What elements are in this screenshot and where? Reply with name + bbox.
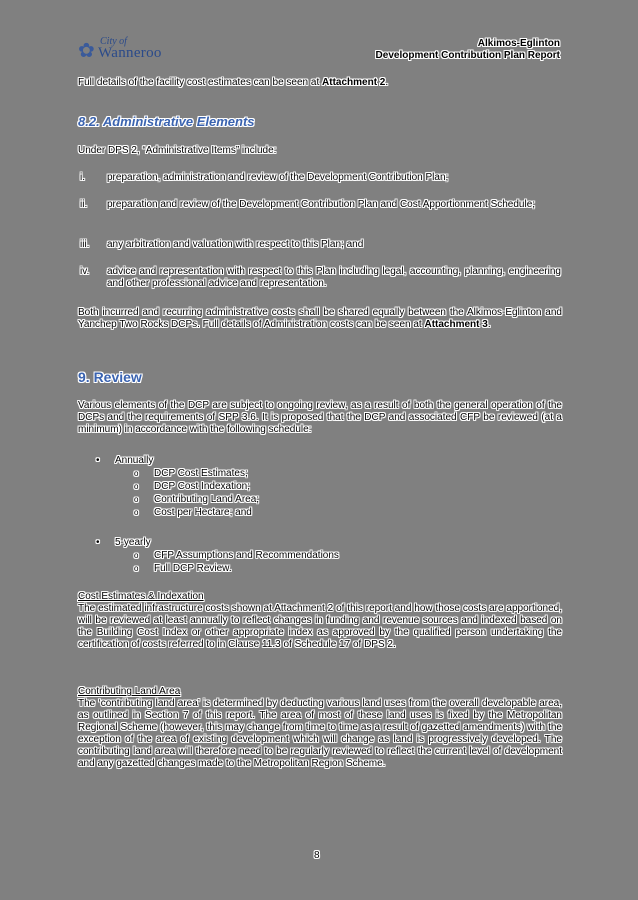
attachment-ref: Attachment 2 bbox=[322, 77, 386, 88]
subsection-title: Cost Estimates & Indexation bbox=[78, 591, 204, 602]
intro-paragraph: Full details of the facility cost estimates can be seen at Attachment 2. bbox=[78, 77, 389, 88]
circle-bullet-icon: o bbox=[134, 508, 139, 517]
attachment-ref: Attachment 3 bbox=[424, 319, 488, 330]
review-intro-paragraph: Various elements of the DCP are subject to ongoing review, as a result of both the general operation of the DCPs and the requirements of SPP 3.6. It is proposed that the DCP and associated CFP be reviewed (at a minimum) in accordance with the following schedule: bbox=[78, 400, 562, 435]
circle-bullet-icon: o bbox=[134, 482, 139, 491]
logo-line2: Wanneroo bbox=[98, 45, 162, 61]
schedule-item: o Contributing Land Area; bbox=[134, 494, 260, 505]
section-heading-9: 9. Review bbox=[78, 369, 142, 385]
page-number: 8 bbox=[314, 850, 320, 861]
list-item: preparation and review of the Development Contribution Plan and Cost Apportionment Schedule; bbox=[107, 199, 536, 210]
schedule-item: o CFP Assumptions and Recommendations bbox=[134, 550, 339, 561]
schedule-item: o DCP Cost Indexation; bbox=[134, 481, 250, 492]
circle-bullet-icon: o bbox=[134, 469, 139, 478]
circle-bullet-icon: o bbox=[134, 564, 139, 573]
section-heading-8-2: 8.2. Administrative Elements bbox=[78, 114, 255, 129]
wanneroo-logo-icon: ✿ bbox=[78, 40, 95, 62]
subsection-paragraph: The estimated infrastructure costs shown at Attachment 2 of this report and how those costs are apportioned, will be reviewed at least annually to reflect changes in funding and revenue sources and indexed based on the Building Cost Index or other appropriate index as approved by the qualified person undertaking the certification of costs referred to in Clause 11.3 of Schedule 17 of DPS 2. bbox=[78, 603, 562, 650]
item-number: ii. bbox=[80, 199, 88, 210]
header-title-line2: Development Contribution Plan Report bbox=[375, 50, 560, 61]
schedule-item: o DCP Cost Estimates; bbox=[134, 468, 248, 479]
item-number: i. bbox=[80, 172, 85, 183]
bullet-icon: • bbox=[96, 455, 100, 466]
schedule-label: 5-yearly bbox=[115, 537, 151, 548]
schedule-label: Annually bbox=[115, 455, 154, 466]
list-item: any arbitration and valuation with respect to this Plan; and bbox=[107, 239, 364, 250]
subsection-paragraph: The ‘contributing land area’ is determined by deducting various land uses from the overall developable area, as outlined in Section 7 of this report. The area of most of these land uses is fixed by the Metropolitan Regional Scheme (however, this may change from time to time as a result of gazetted amendments) with the exception of the area of existing development which will change as land is progressively developed. The contributing land area will therefore need to be regularly reviewed to reflect the current level of development and any gazetted changes made to the Metropolitan Region Scheme. bbox=[78, 698, 562, 769]
circle-bullet-icon: o bbox=[134, 551, 139, 560]
circle-bullet-icon: o bbox=[134, 495, 139, 504]
bullet-icon: • bbox=[96, 537, 100, 548]
item-number: iv. bbox=[80, 266, 90, 277]
subsection-title: Contributing Land Area bbox=[78, 686, 181, 697]
section-lead: Under DPS 2, “Administrative Items” include: bbox=[78, 145, 277, 156]
administrative-costs-paragraph: Both incurred and recurring administrative costs shall be shared equally between the Alkimos-Eglinton and Yanchep Two Rocks DCPs. Full details of Administration costs can be seen at Attachment 3. bbox=[78, 307, 562, 330]
list-item: advice and representation with respect to this Plan including legal, accounting, planning, engineering and other professional advice and representation. bbox=[107, 266, 561, 289]
schedule-item: o Cost per Hectare; and bbox=[134, 507, 252, 518]
list-item: preparation, administration and review of the Development Contribution Plan; bbox=[107, 172, 449, 183]
item-number: iii. bbox=[80, 239, 90, 250]
schedule-item: o Full DCP Review. bbox=[134, 563, 232, 574]
logo-line1: City of bbox=[100, 36, 127, 47]
header-title-line1: Alkimos-Eglinton bbox=[477, 38, 560, 49]
city-logo bbox=[78, 36, 168, 62]
document-header bbox=[376, 38, 560, 62]
